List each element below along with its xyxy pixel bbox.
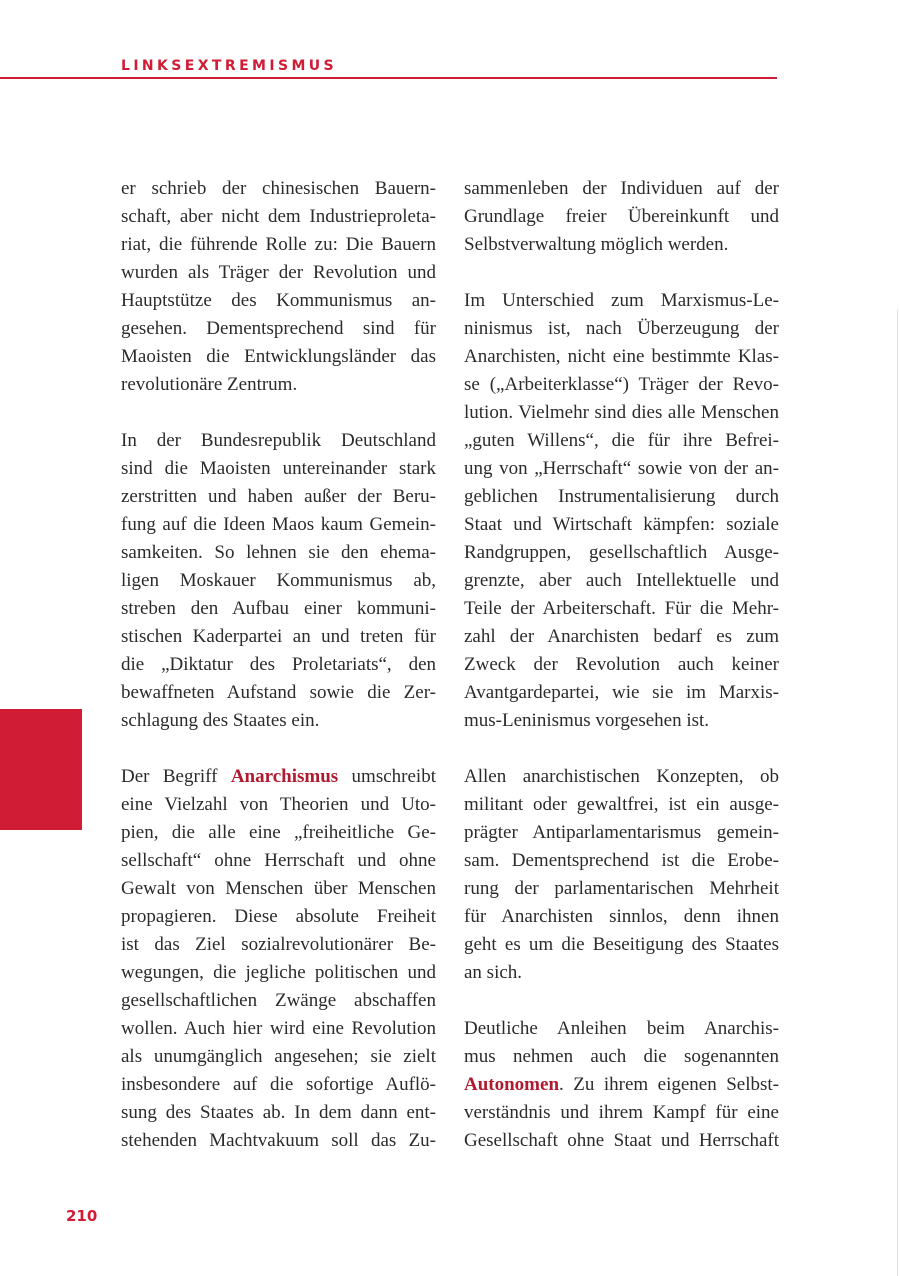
text-line: Deutliche Anleihen beim Anarchis- [464, 1018, 779, 1039]
text-line: insbesondere auf die sofortige Auflö- [121, 1074, 436, 1095]
text-line: pien, die alle eine „freiheitliche Ge- [121, 822, 436, 843]
text-line: Avantgardepartei, wie sie im Marxis- [464, 682, 779, 703]
paragraph-maoists-germany [121, 427, 436, 735]
text-line: als unumgänglich angesehen; sie zielt [121, 1046, 436, 1067]
text-line: revolutionäre Zentrum. [121, 374, 298, 395]
text-line: wurden als Träger der Revolution und [121, 262, 436, 283]
text-line: mus nehmen auch die sogenannten [464, 1046, 779, 1067]
text-line: riat, die führende Rolle zu: Die Bauern [121, 234, 436, 255]
text-line: Im Unterschied zum Marxismus-Le- [464, 290, 779, 311]
text-line: In der Bundesrepublik Deutschland [121, 430, 436, 451]
text-line: sung des Staates ab. In dem dann ent- [121, 1102, 436, 1123]
text-line: gesellschaftlichen Zwänge abschaffen [121, 990, 436, 1011]
text-line: samkeiten. So lehnen sie den ehema- [121, 542, 436, 563]
text-line: ligen Moskauer Kommunismus ab, [121, 570, 436, 591]
text-line: er schrieb der chinesischen Bauern- [121, 178, 436, 199]
text-line-with-keyword [121, 763, 436, 791]
keyword-autonomen: Autonomen [464, 1074, 560, 1095]
text-line: Anarchisten, nicht eine bestimmte Klas- [464, 346, 779, 367]
header-rule [0, 77, 777, 79]
text-line: stischen Kaderpartei an und treten für [121, 626, 436, 647]
text-line: Hauptstütze des Kommunismus an- [121, 290, 436, 311]
text-line: zahl der Anarchisten bedarf es zum [464, 626, 779, 647]
paragraph-difference-marxism [464, 287, 779, 735]
text-fragment: . Zu ihrem eigenen Selbst- [559, 1074, 779, 1095]
text-line: sammenleben der Individuen auf der [464, 178, 779, 199]
text-line: „guten Willens“, die für ihre Befrei- [464, 430, 779, 451]
paragraph-antiparliamentarism [464, 763, 779, 987]
text-line: mus-Leninismus vorgesehen ist. [464, 710, 710, 731]
text-line: ninismus ist, nach Überzeugung der [464, 318, 779, 339]
text-line: geblichen Instrumentalisierung durch [464, 486, 779, 507]
text-line: die „Diktatur des Proletariats“, den [121, 654, 436, 675]
text-line: fung auf die Ideen Maos kaum Gemein- [121, 514, 436, 535]
text-line: Grundlage freier Übereinkunft und [464, 206, 779, 227]
text-line: rung der parlamentarischen Mehrheit [464, 878, 779, 899]
keyword-anarchismus: Anarchismus [230, 766, 339, 787]
text-fragment: umschreibt [338, 766, 436, 787]
text-line-with-keyword [464, 1071, 779, 1099]
text-line: für Anarchisten sinnlos, denn ihnen [464, 906, 779, 927]
text-line: an sich. [464, 962, 523, 983]
text-line: Gesellschaft ohne Staat und Herrschaft [464, 1130, 779, 1151]
text-line: Allen anarchistischen Konzepten, ob [464, 766, 779, 787]
text-line: verständnis und ihrem Kampf für eine [464, 1102, 779, 1123]
paragraph-maoism-peasants [121, 175, 436, 399]
text-line: sellschaft“ ohne Herrschaft und ohne [121, 850, 436, 871]
text-line: prägter Antiparlamentarismus gemein- [464, 822, 779, 843]
text-line: schlagung des Staates ein. [121, 710, 320, 731]
right-text-column [464, 175, 779, 1155]
text-line: Selbstverwaltung möglich werden. [464, 234, 729, 255]
text-line: wegungen, die jegliche politischen und [121, 962, 436, 983]
text-line: Zweck der Revolution auch keiner [464, 654, 779, 675]
text-line: Randgruppen, gesellschaftlich Ausge- [464, 542, 779, 563]
text-line: gesehen. Dementsprechend sind für [121, 318, 436, 339]
side-thumb-tab [0, 709, 82, 830]
text-line: Staat und Wirtschaft kämpfen: soziale [464, 514, 779, 535]
text-fragment: Der Begriff [121, 766, 231, 787]
paragraph-autonomen [464, 1015, 779, 1155]
text-line: zerstritten und haben außer der Beru- [121, 486, 436, 507]
section-title: LINKSEXTREMISMUS [121, 58, 338, 74]
text-line: grenzte, aber auch Intellektuelle und [464, 570, 779, 591]
page-number: 210 [66, 1207, 98, 1225]
text-line: schaft, aber nicht dem Industrieproleta- [121, 206, 436, 227]
text-line: Maoisten die Entwicklungsländer das [121, 346, 436, 367]
text-line: propagieren. Diese absolute Freiheit [121, 906, 436, 927]
text-line: lution. Vielmehr sind dies alle Menschen [464, 402, 779, 423]
text-line: ist das Ziel sozialrevolutionärer Be- [121, 934, 436, 955]
left-text-column [121, 175, 436, 1155]
paragraph-coexistence [464, 175, 779, 259]
text-line: Teile der Arbeiterschaft. Für die Mehr- [464, 598, 779, 619]
text-line: se („Arbeiterklasse“) Träger der Revo- [464, 374, 779, 395]
text-line: militant oder gewaltfrei, ist ein ausge- [464, 794, 779, 815]
page-edge [897, 310, 898, 1276]
text-line: ung von „Herrschaft“ sowie von der an- [464, 458, 779, 479]
paragraph-anarchism [121, 763, 436, 1155]
text-line: wollen. Auch hier wird eine Revolution [121, 1018, 436, 1039]
text-line: bewaffneten Aufstand sowie die Zer- [121, 682, 436, 703]
text-line: streben den Aufbau einer kommuni- [121, 598, 436, 619]
text-line: eine Vielzahl von Theorien und Uto- [121, 794, 436, 815]
text-line: geht es um die Beseitigung des Staates [464, 934, 779, 955]
text-line: stehenden Machtvakuum soll das Zu- [121, 1130, 436, 1151]
text-line: sind die Maoisten untereinander stark [121, 458, 436, 479]
text-line: sam. Dementsprechend ist die Erobe- [464, 850, 779, 871]
text-line: Gewalt von Menschen über Menschen [121, 878, 436, 899]
